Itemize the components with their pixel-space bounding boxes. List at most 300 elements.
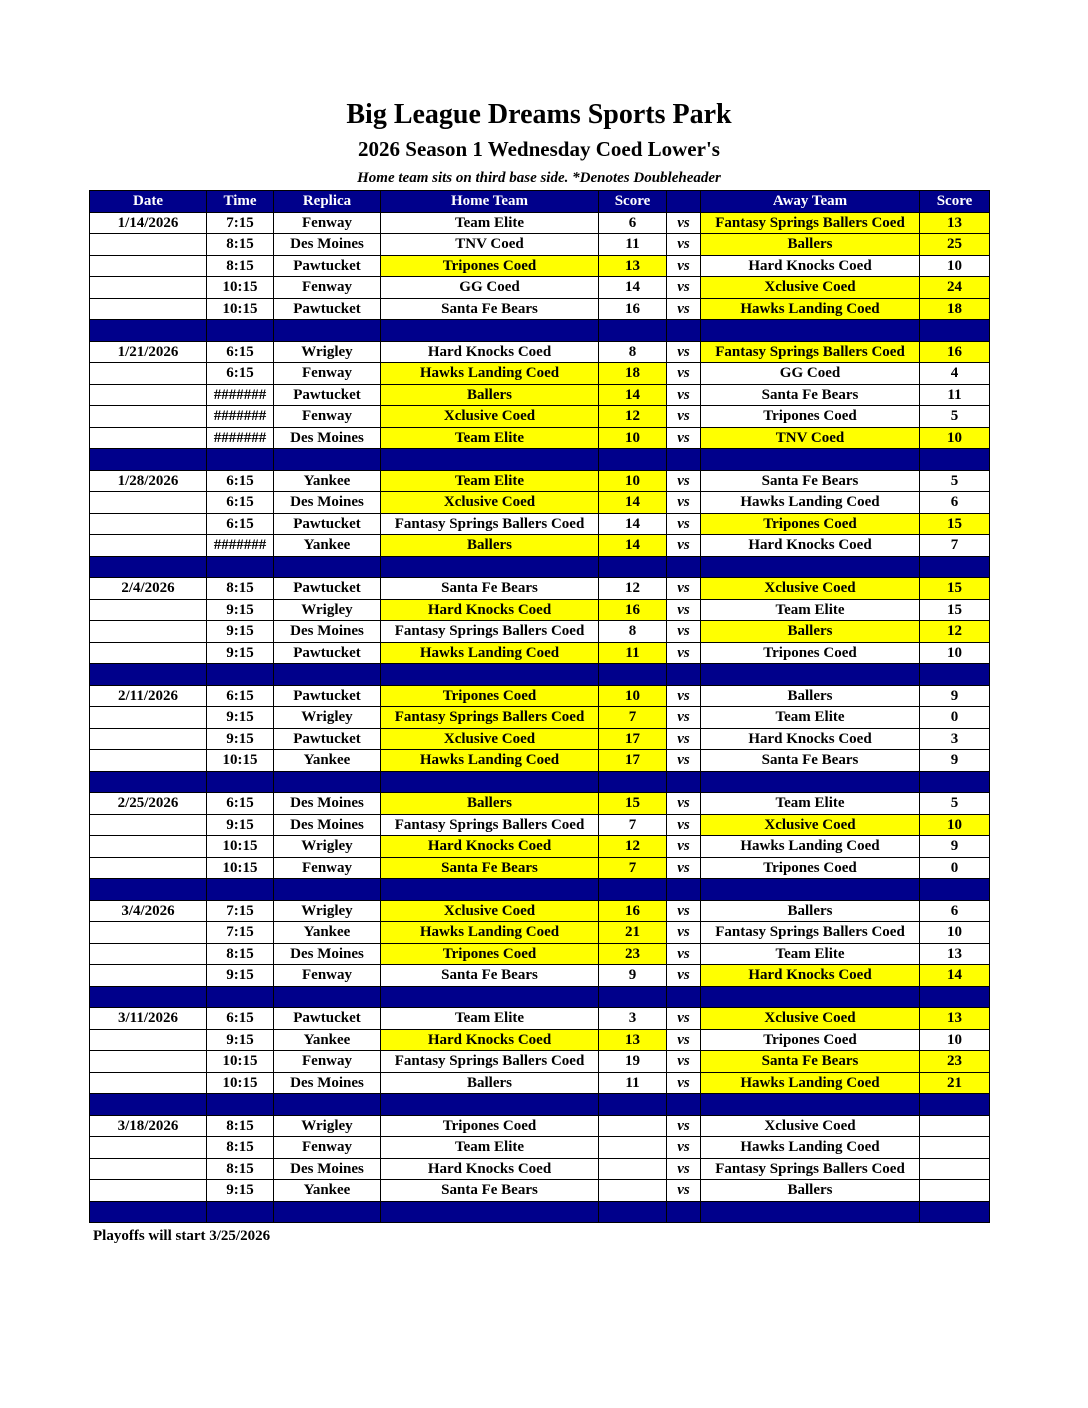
away-team-cell: Ballers <box>701 234 920 256</box>
separator-cell <box>207 879 274 901</box>
time-cell: 9:15 <box>207 621 274 643</box>
date-cell <box>90 965 207 987</box>
page-title: Big League Dreams Sports Park <box>346 99 732 130</box>
separator-cell <box>701 986 920 1008</box>
separator-cell <box>667 664 701 686</box>
time-cell: 7:15 <box>207 900 274 922</box>
replica-cell: Pawtucket <box>274 728 381 750</box>
header-time: Time <box>207 191 274 213</box>
vs-cell: vs <box>667 1137 701 1159</box>
away-team-cell: Team Elite <box>701 793 920 815</box>
vs-cell: vs <box>667 1029 701 1051</box>
time-cell: 8:15 <box>207 1137 274 1159</box>
separator-cell <box>207 986 274 1008</box>
home-score-cell: 16 <box>599 298 667 320</box>
game-row <box>90 707 990 729</box>
separator-cell <box>667 1094 701 1116</box>
date-cell <box>90 277 207 299</box>
separator-cell <box>90 449 207 471</box>
separator-cell <box>381 556 599 578</box>
away-score-cell: 9 <box>920 685 990 707</box>
replica-cell: Yankee <box>274 1029 381 1051</box>
home-score-cell: 13 <box>599 255 667 277</box>
game-row <box>90 685 990 707</box>
time-cell: ####### <box>207 384 274 406</box>
separator-cell <box>90 1094 207 1116</box>
away-team-cell: Tripones Coed <box>701 406 920 428</box>
replica-cell: Fenway <box>274 1137 381 1159</box>
game-row <box>90 513 990 535</box>
game-row <box>90 363 990 385</box>
header-home-score: Score <box>599 191 667 213</box>
header-row <box>90 191 990 213</box>
game-row <box>90 857 990 879</box>
separator-cell <box>701 664 920 686</box>
separator-cell <box>701 556 920 578</box>
separator-cell <box>599 771 667 793</box>
vs-cell: vs <box>667 900 701 922</box>
separator-cell <box>90 320 207 342</box>
time-cell: 10:15 <box>207 750 274 772</box>
date-cell: 3/4/2026 <box>90 900 207 922</box>
home-team-cell: Team Elite <box>381 212 599 234</box>
vs-cell: vs <box>667 406 701 428</box>
away-score-cell <box>920 1158 990 1180</box>
date-cell <box>90 1158 207 1180</box>
date-cell <box>90 642 207 664</box>
date-cell <box>90 707 207 729</box>
vs-cell: vs <box>667 535 701 557</box>
date-cell: 2/25/2026 <box>90 793 207 815</box>
home-score-cell: 14 <box>599 535 667 557</box>
date-cell <box>90 427 207 449</box>
away-team-cell: Hawks Landing Coed <box>701 1072 920 1094</box>
replica-cell: Pawtucket <box>274 1008 381 1030</box>
footer-note: Playoffs will start 3/25/2026 <box>93 1228 271 1244</box>
home-team-cell: Hawks Landing Coed <box>381 750 599 772</box>
home-score-cell: 14 <box>599 492 667 514</box>
game-row <box>90 234 990 256</box>
game-row <box>90 1051 990 1073</box>
week-separator <box>90 449 990 471</box>
time-cell: 6:15 <box>207 1008 274 1030</box>
away-team-cell: Fantasy Springs Ballers Coed <box>701 1158 920 1180</box>
separator-cell <box>90 879 207 901</box>
replica-cell: Des Moines <box>274 793 381 815</box>
time-cell: ####### <box>207 427 274 449</box>
date-cell <box>90 621 207 643</box>
away-score-cell: 10 <box>920 427 990 449</box>
game-row <box>90 1072 990 1094</box>
away-team-cell: Fantasy Springs Ballers Coed <box>701 341 920 363</box>
separator-cell <box>274 986 381 1008</box>
week-separator <box>90 664 990 686</box>
date-cell <box>90 255 207 277</box>
week-separator <box>90 556 990 578</box>
away-score-cell: 5 <box>920 406 990 428</box>
separator-cell <box>920 1201 990 1223</box>
vs-cell: vs <box>667 943 701 965</box>
away-score-cell: 13 <box>920 212 990 234</box>
time-cell: 6:15 <box>207 363 274 385</box>
vs-cell: vs <box>667 298 701 320</box>
away-score-cell: 9 <box>920 836 990 858</box>
separator-cell <box>920 664 990 686</box>
away-score-cell: 0 <box>920 857 990 879</box>
date-cell <box>90 406 207 428</box>
date-cell <box>90 1180 207 1202</box>
away-team-cell: Fantasy Springs Ballers Coed <box>701 212 920 234</box>
game-row <box>90 836 990 858</box>
separator-cell <box>599 664 667 686</box>
separator-cell <box>920 449 990 471</box>
replica-cell: Yankee <box>274 1180 381 1202</box>
separator-cell <box>920 771 990 793</box>
home-score-cell: 17 <box>599 750 667 772</box>
away-score-cell: 10 <box>920 1029 990 1051</box>
vs-cell: vs <box>667 1158 701 1180</box>
home-team-cell: Santa Fe Bears <box>381 1180 599 1202</box>
date-cell <box>90 1029 207 1051</box>
home-score-cell: 6 <box>599 212 667 234</box>
separator-cell <box>90 1201 207 1223</box>
away-team-cell: Xclusive Coed <box>701 578 920 600</box>
header-replica: Replica <box>274 191 381 213</box>
separator-cell <box>274 320 381 342</box>
date-cell: 1/21/2026 <box>90 341 207 363</box>
header-away-score: Score <box>920 191 990 213</box>
replica-cell: Fenway <box>274 1051 381 1073</box>
separator-cell <box>701 1201 920 1223</box>
away-score-cell: 3 <box>920 728 990 750</box>
home-team-cell: Team Elite <box>381 470 599 492</box>
home-team-cell: Fantasy Springs Ballers Coed <box>381 814 599 836</box>
vs-cell: vs <box>667 470 701 492</box>
game-row <box>90 965 990 987</box>
separator-cell <box>207 771 274 793</box>
away-team-cell: Hawks Landing Coed <box>701 1137 920 1159</box>
game-row <box>90 1158 990 1180</box>
home-score-cell: 14 <box>599 384 667 406</box>
week-separator <box>90 1201 990 1223</box>
away-score-cell: 6 <box>920 900 990 922</box>
away-team-cell: Hard Knocks Coed <box>701 255 920 277</box>
vs-cell: vs <box>667 621 701 643</box>
replica-cell: Yankee <box>274 922 381 944</box>
away-score-cell: 10 <box>920 814 990 836</box>
away-score-cell: 10 <box>920 922 990 944</box>
replica-cell: Yankee <box>274 750 381 772</box>
vs-cell: vs <box>667 578 701 600</box>
away-team-cell: Xclusive Coed <box>701 1008 920 1030</box>
away-team-cell: Xclusive Coed <box>701 814 920 836</box>
home-team-cell: Tripones Coed <box>381 1115 599 1137</box>
home-team-cell: Xclusive Coed <box>381 728 599 750</box>
separator-cell <box>667 320 701 342</box>
replica-cell: Fenway <box>274 363 381 385</box>
separator-cell <box>920 879 990 901</box>
separator-cell <box>381 879 599 901</box>
vs-cell: vs <box>667 707 701 729</box>
away-score-cell: 10 <box>920 255 990 277</box>
vs-cell: vs <box>667 599 701 621</box>
home-team-cell: Santa Fe Bears <box>381 578 599 600</box>
replica-cell: Wrigley <box>274 900 381 922</box>
separator-cell <box>274 556 381 578</box>
away-team-cell: Hawks Landing Coed <box>701 836 920 858</box>
home-score-cell: 15 <box>599 793 667 815</box>
away-score-cell: 23 <box>920 1051 990 1073</box>
game-row <box>90 212 990 234</box>
home-score-cell: 10 <box>599 427 667 449</box>
separator-cell <box>381 986 599 1008</box>
replica-cell: Des Moines <box>274 427 381 449</box>
away-team-cell: Ballers <box>701 1180 920 1202</box>
separator-cell <box>701 1094 920 1116</box>
home-team-cell: Hawks Landing Coed <box>381 922 599 944</box>
away-score-cell: 21 <box>920 1072 990 1094</box>
home-score-cell: 12 <box>599 406 667 428</box>
vs-cell: vs <box>667 922 701 944</box>
page-subtitle: 2026 Season 1 Wednesday Coed Lower's <box>358 137 720 161</box>
time-cell: ####### <box>207 406 274 428</box>
away-team-cell: TNV Coed <box>701 427 920 449</box>
date-cell <box>90 922 207 944</box>
home-score-cell: 12 <box>599 836 667 858</box>
game-row <box>90 943 990 965</box>
home-score-cell: 16 <box>599 900 667 922</box>
vs-cell: vs <box>667 857 701 879</box>
date-cell <box>90 298 207 320</box>
home-score-cell: 11 <box>599 234 667 256</box>
game-row <box>90 384 990 406</box>
separator-cell <box>207 556 274 578</box>
home-team-cell: Santa Fe Bears <box>381 857 599 879</box>
vs-cell: vs <box>667 277 701 299</box>
home-score-cell <box>599 1115 667 1137</box>
away-score-cell: 13 <box>920 1008 990 1030</box>
home-score-cell: 17 <box>599 728 667 750</box>
game-row <box>90 1008 990 1030</box>
time-cell: 8:15 <box>207 234 274 256</box>
away-team-cell: Hawks Landing Coed <box>701 492 920 514</box>
vs-cell: vs <box>667 728 701 750</box>
vs-cell: vs <box>667 255 701 277</box>
date-cell <box>90 384 207 406</box>
game-row <box>90 1137 990 1159</box>
separator-cell <box>701 771 920 793</box>
home-team-cell: Ballers <box>381 384 599 406</box>
home-score-cell: 7 <box>599 857 667 879</box>
week-separator <box>90 771 990 793</box>
home-score-cell: 18 <box>599 363 667 385</box>
home-team-cell: GG Coed <box>381 277 599 299</box>
separator-cell <box>701 879 920 901</box>
away-team-cell: Xclusive Coed <box>701 1115 920 1137</box>
replica-cell: Wrigley <box>274 1115 381 1137</box>
date-cell <box>90 836 207 858</box>
home-score-cell: 10 <box>599 470 667 492</box>
separator-cell <box>207 320 274 342</box>
home-team-cell: Fantasy Springs Ballers Coed <box>381 513 599 535</box>
replica-cell: Des Moines <box>274 1158 381 1180</box>
separator-cell <box>920 986 990 1008</box>
vs-cell: vs <box>667 685 701 707</box>
separator-cell <box>920 1094 990 1116</box>
separator-cell <box>599 556 667 578</box>
away-team-cell: Tripones Coed <box>701 857 920 879</box>
home-team-cell: Fantasy Springs Ballers Coed <box>381 707 599 729</box>
time-cell: 10:15 <box>207 1072 274 1094</box>
away-team-cell: Santa Fe Bears <box>701 1051 920 1073</box>
header-vs <box>667 191 701 213</box>
away-score-cell: 4 <box>920 363 990 385</box>
date-cell: 3/11/2026 <box>90 1008 207 1030</box>
date-cell <box>90 728 207 750</box>
replica-cell: Fenway <box>274 406 381 428</box>
week-separator <box>90 879 990 901</box>
away-team-cell: Santa Fe Bears <box>701 470 920 492</box>
home-score-cell <box>599 1180 667 1202</box>
separator-cell <box>667 1201 701 1223</box>
time-cell: 6:15 <box>207 513 274 535</box>
away-team-cell: Team Elite <box>701 943 920 965</box>
separator-cell <box>667 879 701 901</box>
replica-cell: Des Moines <box>274 621 381 643</box>
game-row <box>90 578 990 600</box>
home-team-cell: Ballers <box>381 535 599 557</box>
separator-cell <box>920 320 990 342</box>
time-cell: 9:15 <box>207 707 274 729</box>
home-team-cell: Hard Knocks Coed <box>381 1029 599 1051</box>
away-score-cell: 0 <box>920 707 990 729</box>
week-separator <box>90 320 990 342</box>
vs-cell: vs <box>667 1072 701 1094</box>
date-cell <box>90 234 207 256</box>
separator-cell <box>381 771 599 793</box>
replica-cell: Yankee <box>274 470 381 492</box>
time-cell: 6:15 <box>207 685 274 707</box>
away-score-cell: 16 <box>920 341 990 363</box>
home-team-cell: Xclusive Coed <box>381 492 599 514</box>
game-row <box>90 298 990 320</box>
separator-cell <box>274 664 381 686</box>
date-cell: 3/18/2026 <box>90 1115 207 1137</box>
vs-cell: vs <box>667 750 701 772</box>
game-row <box>90 728 990 750</box>
replica-cell: Yankee <box>274 535 381 557</box>
replica-cell: Wrigley <box>274 341 381 363</box>
away-team-cell: Ballers <box>701 900 920 922</box>
time-cell: 9:15 <box>207 599 274 621</box>
away-team-cell: Team Elite <box>701 707 920 729</box>
home-team-cell: Team Elite <box>381 1137 599 1159</box>
away-team-cell: GG Coed <box>701 363 920 385</box>
away-team-cell: Tripones Coed <box>701 1029 920 1051</box>
replica-cell: Wrigley <box>274 836 381 858</box>
time-cell: 10:15 <box>207 298 274 320</box>
home-team-cell: Tripones Coed <box>381 685 599 707</box>
separator-cell <box>381 1201 599 1223</box>
replica-cell: Wrigley <box>274 599 381 621</box>
away-score-cell: 13 <box>920 943 990 965</box>
away-score-cell: 12 <box>920 621 990 643</box>
home-score-cell: 10 <box>599 685 667 707</box>
game-row <box>90 599 990 621</box>
time-cell: 9:15 <box>207 728 274 750</box>
away-score-cell <box>920 1180 990 1202</box>
home-team-cell: Ballers <box>381 793 599 815</box>
separator-cell <box>90 556 207 578</box>
separator-cell <box>90 664 207 686</box>
away-team-cell: Fantasy Springs Ballers Coed <box>701 922 920 944</box>
date-cell: 2/11/2026 <box>90 685 207 707</box>
home-team-cell: Fantasy Springs Ballers Coed <box>381 621 599 643</box>
separator-cell <box>274 1094 381 1116</box>
date-cell <box>90 943 207 965</box>
away-team-cell: Xclusive Coed <box>701 277 920 299</box>
away-score-cell: 15 <box>920 578 990 600</box>
game-row <box>90 406 990 428</box>
separator-cell <box>920 556 990 578</box>
home-score-cell: 11 <box>599 642 667 664</box>
separator-cell <box>274 449 381 471</box>
home-team-cell: Hard Knocks Coed <box>381 1158 599 1180</box>
home-team-cell: Xclusive Coed <box>381 406 599 428</box>
time-cell: 6:15 <box>207 492 274 514</box>
replica-cell: Des Moines <box>274 492 381 514</box>
schedule-body <box>90 212 990 1223</box>
away-team-cell: Hawks Landing Coed <box>701 298 920 320</box>
separator-cell <box>599 1201 667 1223</box>
separator-cell <box>667 986 701 1008</box>
replica-cell: Wrigley <box>274 707 381 729</box>
game-row <box>90 814 990 836</box>
separator-cell <box>90 986 207 1008</box>
away-score-cell: 14 <box>920 965 990 987</box>
vs-cell: vs <box>667 341 701 363</box>
home-score-cell: 7 <box>599 814 667 836</box>
away-team-cell: Hard Knocks Coed <box>701 728 920 750</box>
away-team-cell: Hard Knocks Coed <box>701 965 920 987</box>
separator-cell <box>381 320 599 342</box>
separator-cell <box>667 556 701 578</box>
home-score-cell: 19 <box>599 1051 667 1073</box>
replica-cell: Des Moines <box>274 814 381 836</box>
time-cell: 8:15 <box>207 1158 274 1180</box>
home-score-cell: 8 <box>599 341 667 363</box>
separator-cell <box>599 986 667 1008</box>
date-cell <box>90 857 207 879</box>
date-cell: 1/28/2026 <box>90 470 207 492</box>
date-cell <box>90 1072 207 1094</box>
date-cell <box>90 1051 207 1073</box>
replica-cell: Pawtucket <box>274 384 381 406</box>
vs-cell: vs <box>667 642 701 664</box>
time-cell: 8:15 <box>207 255 274 277</box>
separator-cell <box>274 771 381 793</box>
home-score-cell: 14 <box>599 513 667 535</box>
game-row <box>90 470 990 492</box>
replica-cell: Pawtucket <box>274 255 381 277</box>
home-score-cell: 12 <box>599 578 667 600</box>
time-cell: 10:15 <box>207 1051 274 1073</box>
time-cell: 9:15 <box>207 1180 274 1202</box>
time-cell: 10:15 <box>207 836 274 858</box>
time-cell: 9:15 <box>207 642 274 664</box>
vs-cell: vs <box>667 492 701 514</box>
game-row <box>90 1029 990 1051</box>
